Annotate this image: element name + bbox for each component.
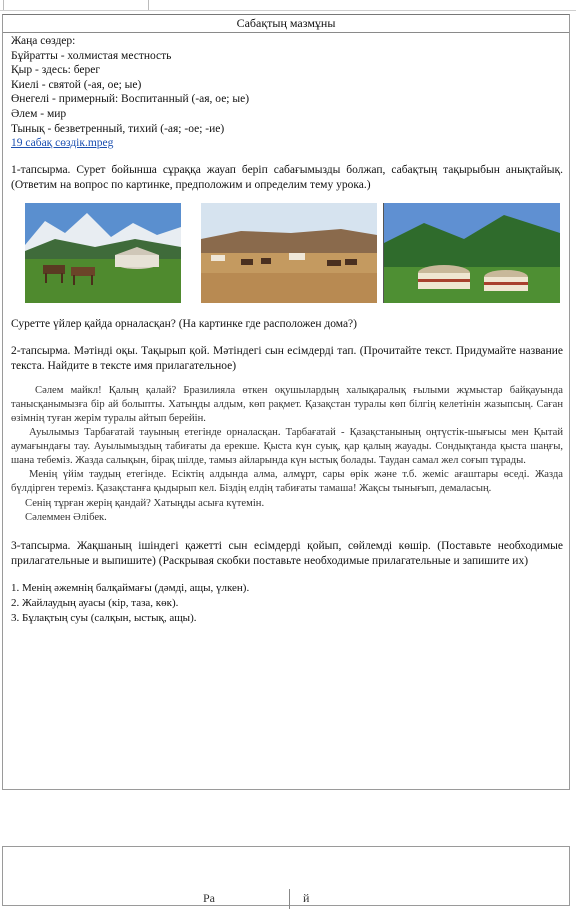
table-header: Сабақтың мазмұны — [3, 15, 569, 33]
list-item: 2. Жайлаудың ауасы (кір, таза, көк). — [11, 596, 179, 609]
vocab-item: Киелі - святой (-ая, ое; ые) — [11, 78, 142, 91]
list-item: 3. Бұлақтың суы (салқын, ыстық, ащы). — [11, 611, 197, 624]
next-page-frame — [2, 846, 570, 906]
vocab-item: Бұйратты - холмистая местность — [11, 49, 172, 62]
vocab-heading: Жаңа сөздер: — [11, 35, 76, 47]
picture-row — [11, 203, 563, 309]
text-paragraph: Ауылымыз Тарбағатай тауының етегінде орналасқан. Тарбағатай - Қазақстанының оңтүстік-шығысы мен Қытай аумағындағы тау. Ауылымыздың табиғаты да ерекше. Қыста күн суық, қар қалың жауады. Сондықтанда қыста шаңғы, шана тебеміз. Жазда салықын, бірақ шілде, тамыз айларында күн ыстық болады. Таудан самал жел соғып тұрады. — [11, 427, 563, 467]
task3-text: 3-тапсырма. Жақшаның ішіндегі қажетті сын есімдерді қойып, сөйлемді көшір. (Поставьте необходимые прилагательные и выпишите) (Раскрывая скобки поставьте необходимые прилагательные и запишите их) — [11, 539, 563, 567]
list-item: 1. Менің әжемнің балқаймағы (дәмді, ащы, үлкен). — [11, 581, 250, 594]
photo-steppe-camels — [201, 203, 377, 303]
photo-mountain-yurts — [383, 203, 560, 303]
vocab-item: Қыр - здесь: берег — [11, 64, 101, 77]
text-paragraph: Сенің тұрған жерің қандай? Хатыңды асыға күтемін. — [25, 497, 265, 509]
vocab-item: Өнегелі - примерный: Воспитанный (-ая, ое; ые) — [11, 93, 250, 106]
top-tick-mid — [148, 0, 149, 10]
top-strip — [0, 0, 576, 14]
text-paragraph: Сәлем майкл! Қалың қалай? Бразилияла өткен оқушылардың халықаралық ғылыми жұмыстар байқауында танысқанымызға бір ай болыпты. Хатыңды алдым, көп рақмет. Қазақстан туралы көп білгің келетінін жазыпсың. Саған өзімнің туған жерім туралы айтып берейін. — [11, 384, 563, 424]
text-signature: Сәлеммен Әлібек. — [25, 511, 107, 523]
task1-question: Суретте үйлер қайда орналасқан? (На картинке где расположен дома?) — [11, 317, 357, 330]
reading-text — [11, 384, 563, 525]
top-rule — [0, 10, 576, 11]
vocabulary-block — [11, 34, 563, 151]
task3-list — [11, 581, 563, 626]
lesson-content — [11, 34, 563, 626]
audio-file-link[interactable]: 19 сабақ сөздік.mpeg — [11, 137, 114, 150]
next-page-divider — [289, 889, 290, 909]
next-page-fragment: й — [303, 891, 310, 905]
task1-text: 1-тапсырма. Сурет бойынша сұраққа жауап беріп сабағымызды болжап, сабақтың тақырыбын анықтайық. (Ответим на вопрос по картинке, предположим и определим тему урока.) — [11, 163, 563, 191]
vocab-item: Әлем - мир — [11, 107, 67, 120]
vocab-item: Тынық - безветренный, тихий (-ая; -ое; -ие) — [11, 122, 225, 135]
text-paragraph: Менің үйім таудың етегінде. Есіктің алдында алма, алмұрт, сары өрік және т.б. жеміс ағаштары өседі. Жазда бүлдірген тереміз. Қазақстанға қыдырып кел. Біздің елдің табиғаты тамаша! Жақсы тынығып, демаласың. — [11, 469, 563, 495]
next-page-fragment: Ра — [203, 891, 215, 905]
task2-text: 2-тапсырма. Мәтінді оқы. Тақырып қой. Мәтіндегі сын есімдерді тап. (Прочитайте текст. Придумайте название текста. Найдите в тексте имя прилагательное) — [11, 344, 563, 372]
photo-yurt-horses — [25, 203, 181, 303]
top-tick-left — [3, 0, 4, 10]
lesson-content-frame — [2, 14, 570, 790]
